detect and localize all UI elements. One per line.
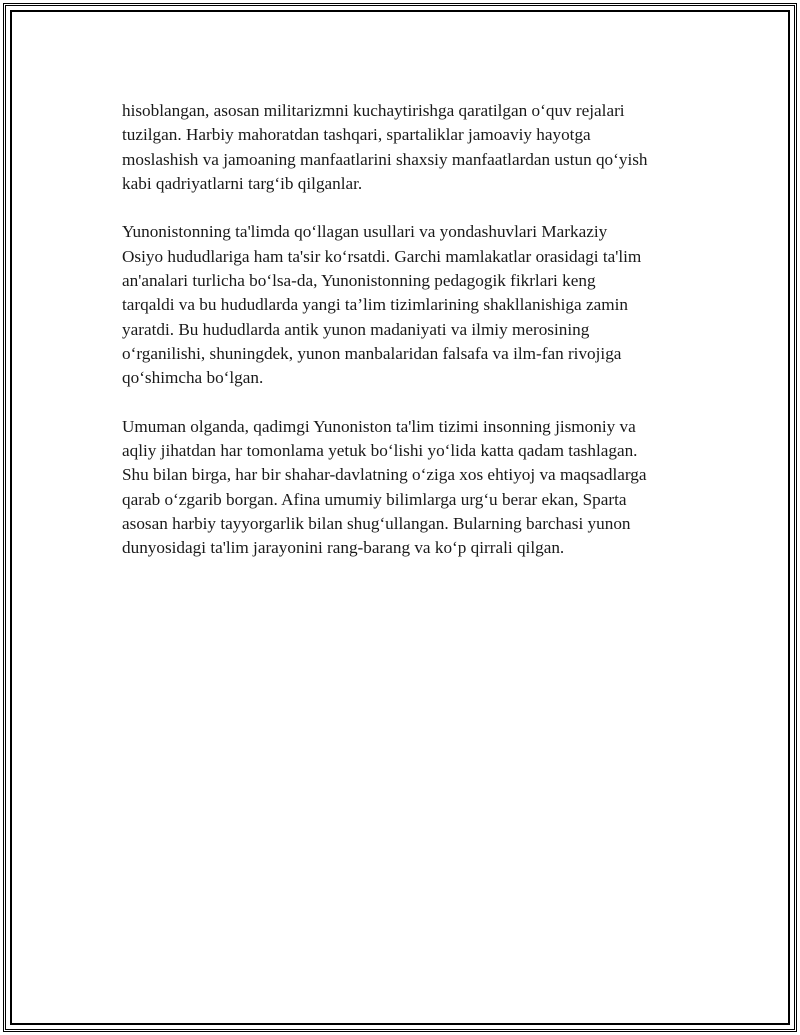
text-line: tarqaldi va bu hududlarda yangi ta’lim tizimlarining shakllanishiga zamin [122, 295, 628, 315]
text-line: an'analari turlicha bo‘lsa-da, Yunonistonning pedagogik fikrlari keng [122, 271, 596, 291]
text-line: dunyosidagi ta'lim jarayonini rang-barang va ko‘p qirrali qilgan. [122, 538, 565, 558]
document-body [122, 99, 697, 585]
text-line: Shu bilan birga, har bir shahar-davlatning o‘ziga xos ehtiyoj va maqsadlarga [122, 465, 647, 485]
text-line: Umuman olganda, qadimgi Yunoniston ta'lim tizimi insonning jismoniy va [122, 416, 636, 436]
text-line: o‘rganilishi, shuningdek, yunon manbalaridan falsafa va ilm-fan rivojiga [122, 343, 622, 363]
text-line: qo‘shimcha bo‘lgan. [122, 368, 264, 388]
text-line: aqliy jihatdan har tomonlama yetuk bo‘lishi yo‘lida katta qadam tashlagan. [122, 441, 638, 461]
paragraph-3 [122, 415, 697, 561]
text-line: kabi qadriyatlarni targ‘ib qilganlar. [122, 173, 363, 193]
paragraph-1 [122, 99, 697, 196]
text-line: qarab o‘zgarib borgan. Afina umumiy bilimlarga urg‘u berar ekan, Sparta [122, 489, 627, 509]
text-line: asosan harbiy tayyorgarlik bilan shug‘ullangan. Bularning barchasi yunon [122, 514, 631, 534]
document-page [3, 3, 797, 1032]
text-line: yaratdi. Bu hududlarda antik yunon madaniyati va ilmiy merosining [122, 319, 590, 339]
text-line: Yunonistonning ta'limda qo‘llagan usullari va yondashuvlari Markaziy [122, 222, 608, 242]
text-line: moslashish va jamoaning manfaatlarini shaxsiy manfaatlardan ustun qo‘yish [122, 149, 648, 169]
text-line: hisoblangan, asosan militarizmni kuchaytirishga qaratilgan o‘quv rejalari [122, 101, 625, 120]
text-line: tuzilgan. Harbiy mahoratdan tashqari, spartaliklar jamoaviy hayotga [122, 125, 591, 145]
text-line: Osiyo hududlariga ham ta'sir ko‘rsatdi. Garchi mamlakatlar orasidagi ta'lim [122, 246, 642, 266]
paragraph-2 [122, 220, 697, 390]
